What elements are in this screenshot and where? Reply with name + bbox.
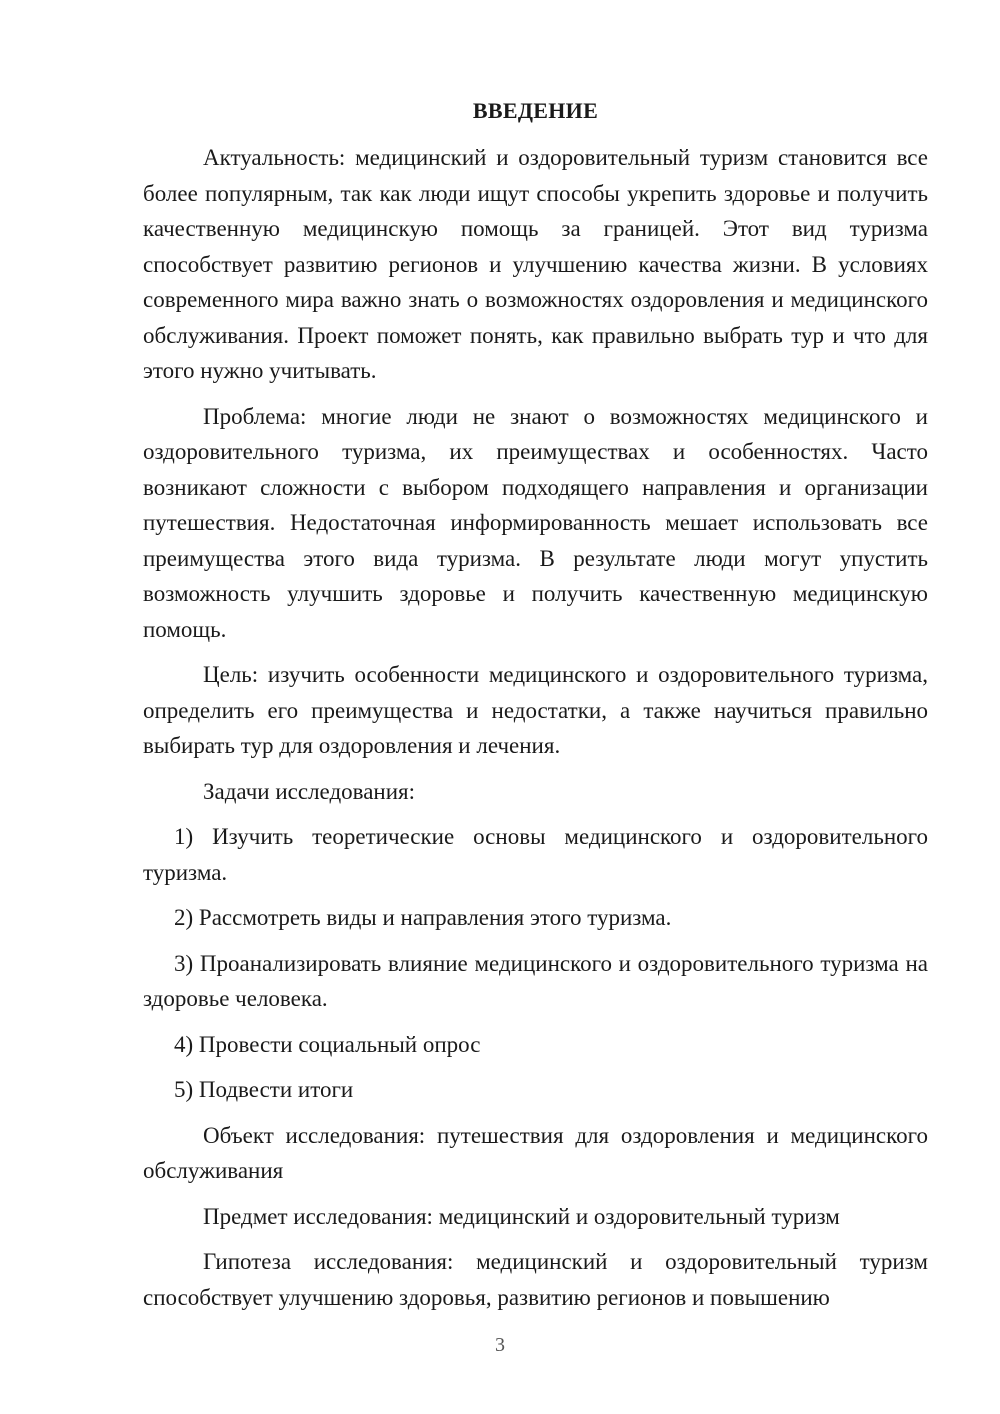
- paragraph-problem: Проблема: многие люди не знают о возможностях медицинского и оздоровительного туризма, их преимуществах и особенностях. Часто возникают сложности с выбором подходящего направления и организации путешествия. Недостаточная информированность мешает использовать все преимущества этого вида туризма. В результате люди могут упустить возможность улучшить здоровье и получить качественную медицинскую помощь.: [143, 403, 928, 642]
- page-number: 3: [495, 1334, 505, 1356]
- paragraph-tasks-heading: Задачи исследования:: [203, 778, 416, 804]
- task-item-2: 2) Рассмотреть виды и направления этого туризма.: [174, 905, 672, 930]
- paragraph-object: Объект исследования: путешествия для оздоровления и медицинского обслуживания: [143, 1122, 928, 1183]
- paragraph-relevance: Актуальность: медицинский и оздоровительный туризм становится все более популярным, так как люди ищут способы укрепить здоровье и получить качественную медицинскую помощь за границей. Этот вид туризма способствует развитию регионов и улучшению качества жизни. В условиях современного мира важно знать о возможностях оздоровления и медицинского обслуживания. Проект поможет понять, как правильно выбрать тур и что для этого нужно учитывать.: [143, 145, 928, 383]
- paragraph-goal: Цель: изучить особенности медицинского и оздоровительного туризма, определить его преимущества и недостатки, а также научиться правильно выбирать тур для оздоровления и лечения.: [143, 662, 928, 758]
- paragraph-subject: Предмет исследования: медицинский и оздоровительный туризм: [203, 1203, 840, 1229]
- page-title: ВВЕДЕНИЕ: [472, 98, 599, 123]
- task-item-5: 5) Подвести итоги: [174, 1077, 354, 1102]
- task-item-1: 1) Изучить теоретические основы медицинского и оздоровительного туризма.: [143, 824, 928, 885]
- task-item-3: 3) Проанализировать влияние медицинского и оздоровительного туризма на здоровье человека.: [143, 950, 928, 1011]
- paragraph-hypothesis: Гипотеза исследования: медицинский и оздоровительный туризм способствует улучшению здоровья, развитию регионов и повышению: [143, 1249, 928, 1310]
- page-content: [143, 96, 928, 1325]
- task-item-4: 4) Провести социальный опрос: [174, 1031, 481, 1057]
